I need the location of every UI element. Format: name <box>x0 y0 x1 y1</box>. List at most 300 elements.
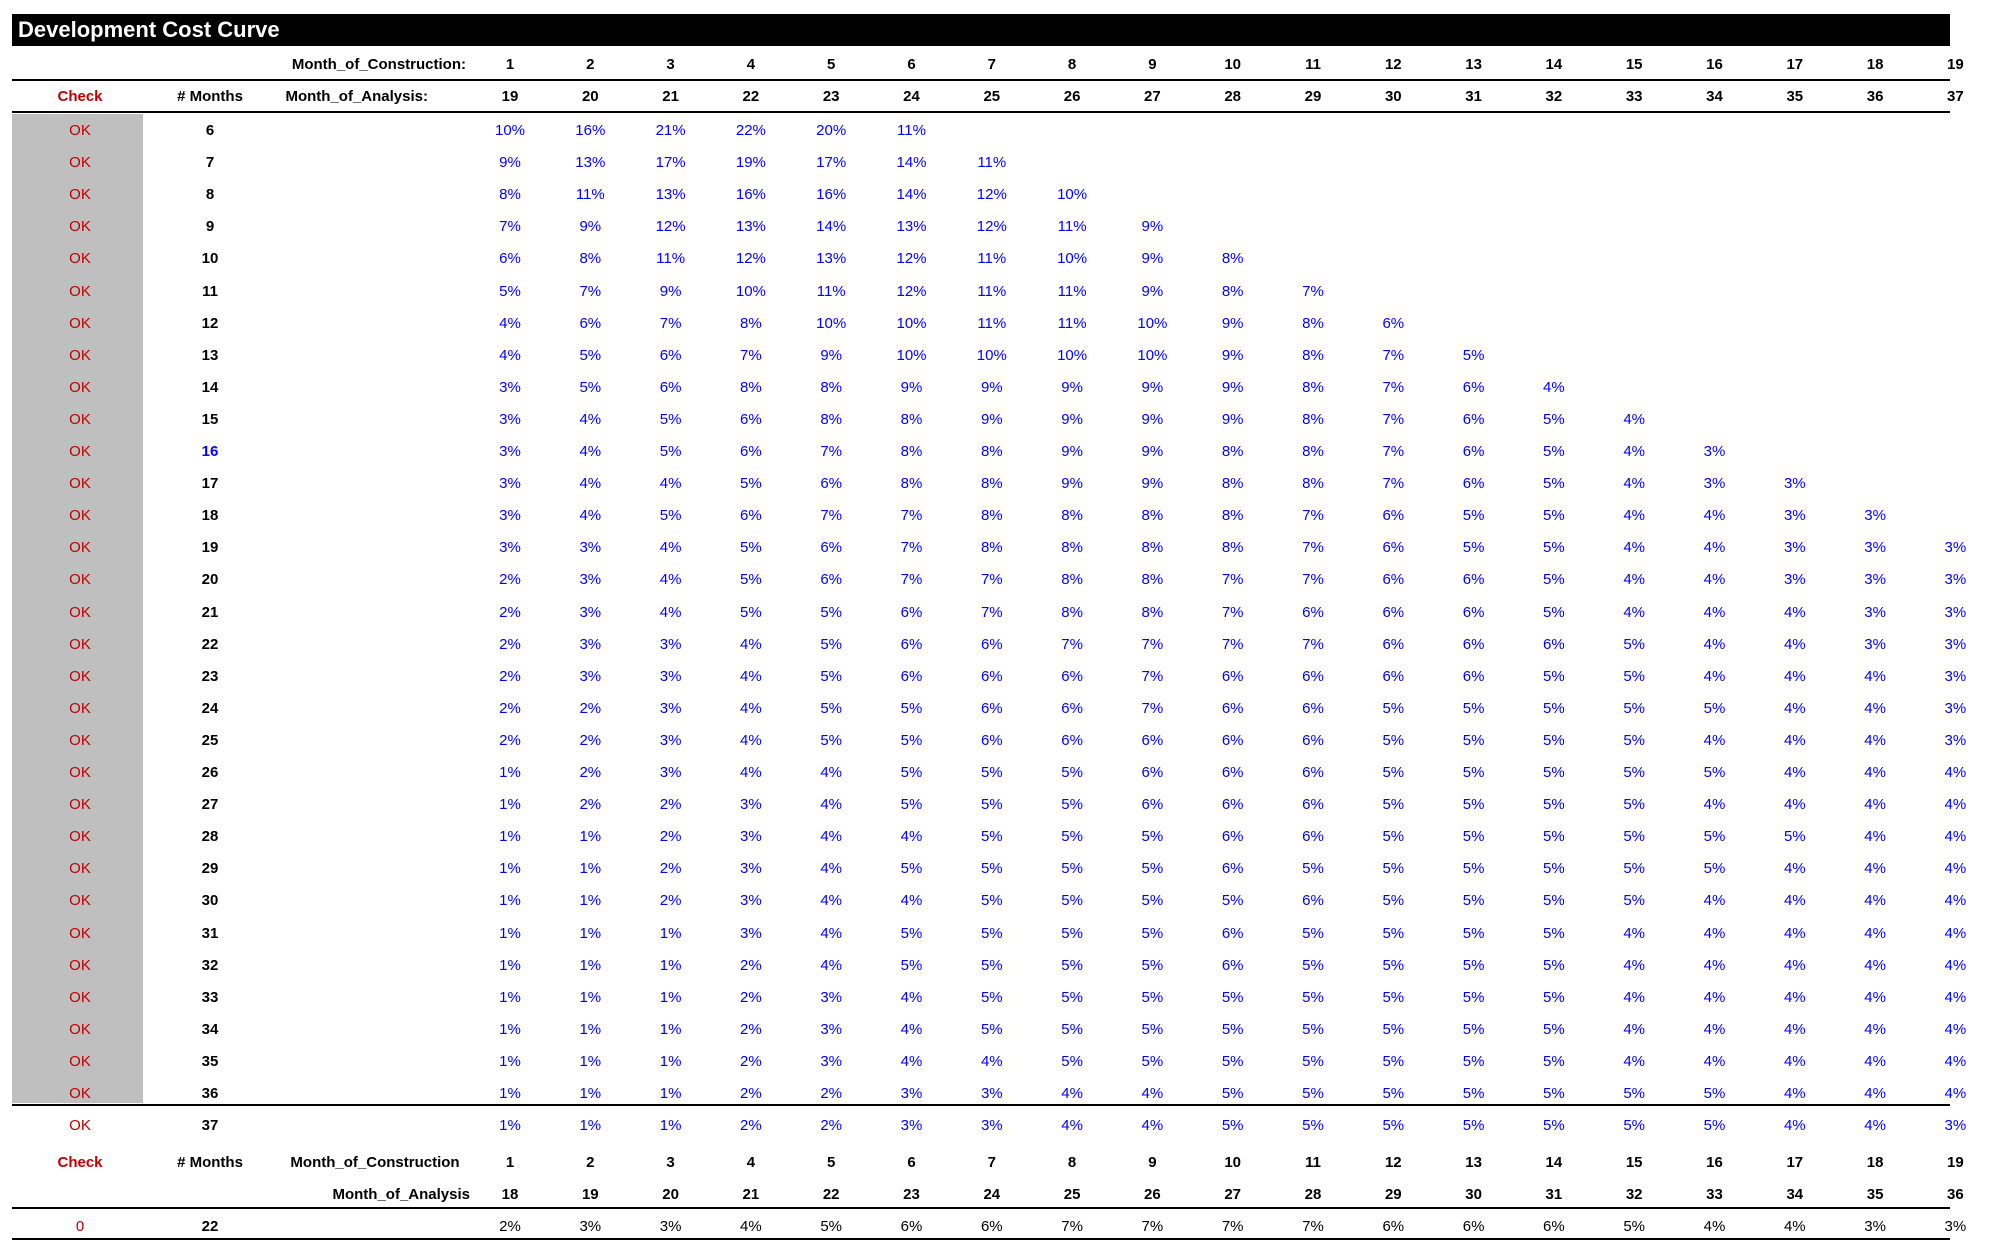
footer-construction-month: 16 <box>1706 1154 1723 1171</box>
curve-value-cell: 5% <box>1623 796 1646 814</box>
curve-value-cell: 4% <box>1623 956 1646 974</box>
curve-value-cell: 6% <box>1061 731 1083 749</box>
curve-value-cell: 6% <box>740 410 762 428</box>
curve-value-cell: 11% <box>977 154 1007 172</box>
curve-value-cell: 5% <box>1623 860 1646 878</box>
header-divider <box>12 79 1950 81</box>
curve-value-cell: 5% <box>1221 988 1244 1006</box>
row-month-count: 16 <box>201 443 219 460</box>
curve-value-cell: 6% <box>1141 796 1164 814</box>
curve-value-cell: 2% <box>740 1052 762 1070</box>
curve-value-cell: 10% <box>816 314 847 332</box>
curve-value-cell: 6% <box>1221 667 1244 685</box>
curve-value-cell: 9% <box>1141 378 1164 396</box>
curve-value-cell: 3% <box>980 1117 1003 1135</box>
curve-value-cell: 2% <box>659 828 682 846</box>
curve-value-cell: 4% <box>1141 1085 1164 1102</box>
curve-value-cell: 8% <box>1221 250 1244 268</box>
curve-value-cell: 5% <box>820 731 843 749</box>
result-check: 0 <box>75 1218 85 1235</box>
curve-value-cell: 4% <box>659 539 682 557</box>
row-check-status: OK <box>69 314 91 332</box>
curve-value-cell: 5% <box>1543 667 1565 685</box>
curve-value-cell: 5% <box>1543 1020 1565 1038</box>
row-check-status: OK <box>69 828 91 846</box>
row-check-status: OK <box>69 1020 91 1038</box>
curve-value-cell: 9% <box>1141 443 1164 460</box>
curve-value-cell: 4% <box>1703 635 1726 653</box>
construction-month-header: 10 <box>1224 56 1242 73</box>
curve-value-cell: 5% <box>1462 796 1485 814</box>
curve-value-cell: 5% <box>1543 443 1565 460</box>
curve-value-cell: 6% <box>1141 731 1164 749</box>
curve-value-cell: 8% <box>1141 507 1164 525</box>
footer-construction-month: 13 <box>1465 1154 1482 1171</box>
curve-value-cell: 4% <box>1703 603 1726 621</box>
analysis-month-header: 37 <box>1947 88 1964 105</box>
curve-value-cell: 5% <box>1382 1085 1405 1102</box>
curve-value-cell: 5% <box>980 956 1003 974</box>
result-value-cell: 6% <box>1382 1218 1405 1235</box>
curve-value-cell: 1% <box>659 1117 682 1135</box>
curve-value-cell: 8% <box>499 186 521 204</box>
curve-value-cell: 4% <box>1703 1052 1726 1070</box>
curve-value-cell: 6% <box>900 635 923 653</box>
curve-value-cell: 10% <box>735 282 766 300</box>
month-of-construction-label: Month_of_Construction: <box>291 56 466 73</box>
curve-value-cell: 6% <box>1462 603 1485 621</box>
construction-month-header: 2 <box>586 56 595 73</box>
curve-value-cell: 7% <box>579 282 602 300</box>
curve-value-cell: 5% <box>980 860 1003 878</box>
curve-value-cell: 5% <box>1221 1020 1244 1038</box>
curve-value-cell: 4% <box>820 892 843 910</box>
curve-value-cell: 5% <box>1302 1117 1324 1135</box>
curve-value-cell: 3% <box>499 410 521 428</box>
curve-value-cell: 6% <box>1462 378 1485 396</box>
curve-value-cell: 1% <box>499 892 521 910</box>
curve-value-cell: 5% <box>900 956 923 974</box>
curve-value-cell: 4% <box>1783 1020 1806 1038</box>
construction-month-header: 4 <box>746 56 756 73</box>
curve-value-cell: 5% <box>900 796 923 814</box>
footer-analysis-month: 36 <box>1947 1186 1964 1203</box>
curve-value-cell: 4% <box>900 988 923 1006</box>
curve-value-cell: 5% <box>1302 1052 1324 1070</box>
footer-construction-month: 7 <box>987 1154 996 1171</box>
curve-value-cell: 12% <box>896 282 927 300</box>
footer-analysis-month: 28 <box>1304 1186 1322 1203</box>
curve-value-cell: 4% <box>1864 796 1886 814</box>
curve-value-cell: 5% <box>1543 956 1565 974</box>
curve-value-cell: 4% <box>740 699 762 717</box>
footer-analysis-month: 33 <box>1706 1186 1723 1203</box>
curve-value-cell: 4% <box>740 731 762 749</box>
result-value-cell: 6% <box>1462 1218 1485 1235</box>
curve-value-cell: 2% <box>820 1085 843 1102</box>
curve-value-cell: 4% <box>1783 924 1806 942</box>
row-check-status: OK <box>69 635 91 653</box>
curve-value-cell: 11% <box>1057 218 1087 236</box>
curve-value-cell: 11% <box>977 282 1007 300</box>
curve-value-cell: 2% <box>579 764 602 781</box>
curve-value-cell: 17% <box>655 154 686 172</box>
curve-value-cell: 8% <box>1061 603 1083 621</box>
curve-value-cell: 6% <box>1221 699 1244 717</box>
footer-bottom-divider <box>12 1238 1950 1240</box>
curve-value-cell: 3% <box>740 828 762 846</box>
curve-value-cell: 1% <box>499 764 521 781</box>
curve-value-cell: 3% <box>1944 699 1967 717</box>
curve-value-cell: 5% <box>1302 988 1324 1006</box>
curve-value-cell: 4% <box>1864 1052 1886 1070</box>
footer-top-divider <box>12 1104 1950 1106</box>
curve-value-cell: 5% <box>1462 1020 1485 1038</box>
months-footer-header: # Months <box>177 1154 243 1171</box>
curve-value-cell: 8% <box>1302 378 1324 396</box>
curve-value-cell: 9% <box>1141 475 1164 493</box>
curve-value-cell: 8% <box>1302 410 1324 428</box>
curve-value-cell: 4% <box>1623 539 1646 557</box>
curve-value-cell: 3% <box>1944 667 1967 685</box>
footer-construction-month: 4 <box>746 1154 756 1171</box>
curve-value-cell: 7% <box>1221 603 1244 621</box>
curve-value-cell: 1% <box>579 1085 602 1102</box>
curve-value-cell: 1% <box>659 1085 682 1102</box>
curve-value-cell: 8% <box>980 475 1003 493</box>
footer-construction-month: 3 <box>666 1154 675 1171</box>
curve-value-cell: 5% <box>1141 892 1164 910</box>
curve-value-cell: 7% <box>900 571 923 589</box>
curve-value-cell: 3% <box>1944 539 1967 557</box>
footer-construction-month: 14 <box>1545 1154 1563 1171</box>
curve-value-cell: 2% <box>740 1085 762 1102</box>
row-check-status: OK <box>69 892 91 910</box>
curve-value-cell: 5% <box>1221 1052 1244 1070</box>
curve-value-cell: 6% <box>1302 699 1324 717</box>
result-value-cell: 3% <box>1944 1218 1967 1235</box>
curve-value-cell: 6% <box>1061 667 1083 685</box>
curve-value-cell: 4% <box>1944 892 1967 910</box>
row-month-count: 13 <box>201 346 219 364</box>
curve-value-cell: 4% <box>579 475 602 493</box>
curve-value-cell: 5% <box>1382 1117 1405 1135</box>
curve-value-cell: 8% <box>820 378 843 396</box>
curve-value-cell: 5% <box>659 507 682 525</box>
curve-value-cell: 7% <box>1302 507 1324 525</box>
curve-value-cell: 1% <box>579 1020 602 1038</box>
month-of-construction-footer-label: Month_of_Construction <box>290 1154 460 1171</box>
curve-value-cell: 5% <box>1543 796 1565 814</box>
curve-value-cell: 5% <box>1141 860 1164 878</box>
curve-value-cell: 4% <box>740 667 762 685</box>
curve-value-cell: 10% <box>1057 250 1088 268</box>
curve-value-cell: 6% <box>1221 731 1244 749</box>
curve-value-cell: 5% <box>1462 539 1485 557</box>
row-month-count: 11 <box>202 282 218 300</box>
curve-value-cell: 6% <box>900 667 923 685</box>
curve-value-cell: 3% <box>1944 603 1967 621</box>
curve-value-cell: 4% <box>1864 828 1886 846</box>
curve-value-cell: 5% <box>1703 860 1726 878</box>
curve-value-cell: 12% <box>896 250 927 268</box>
curve-value-cell: 8% <box>1061 571 1083 589</box>
analysis-month-header: 31 <box>1465 88 1482 105</box>
curve-value-cell: 8% <box>820 410 843 428</box>
construction-month-header: 8 <box>1067 56 1077 73</box>
curve-value-cell: 5% <box>1302 860 1324 878</box>
curve-value-cell: 4% <box>1944 1085 1967 1102</box>
curve-value-cell: 4% <box>499 346 521 364</box>
curve-value-cell: 7% <box>1221 635 1244 653</box>
row-check-status: OK <box>69 507 91 525</box>
curve-value-cell: 5% <box>1543 764 1565 781</box>
curve-value-cell: 8% <box>1141 571 1164 589</box>
curve-value-cell: 4% <box>900 1052 923 1070</box>
curve-value-cell: 5% <box>659 443 682 460</box>
curve-value-cell: 2% <box>740 1117 762 1135</box>
curve-value-cell: 5% <box>1543 860 1565 878</box>
curve-value-cell: 8% <box>900 410 923 428</box>
curve-value-cell: 4% <box>1944 924 1967 942</box>
curve-value-cell: 5% <box>740 539 762 557</box>
curve-value-cell: 6% <box>980 731 1003 749</box>
curve-value-cell: 3% <box>659 635 682 653</box>
curve-value-cell: 4% <box>1623 507 1646 525</box>
curve-value-cell: 3% <box>499 443 521 460</box>
curve-value-cell: 1% <box>499 1052 521 1070</box>
curve-value-cell: 3% <box>1864 571 1886 589</box>
curve-value-cell: 5% <box>1462 860 1485 878</box>
curve-value-cell: 8% <box>740 314 762 332</box>
construction-month-header: 17 <box>1786 56 1804 73</box>
curve-value-cell: 3% <box>740 892 762 910</box>
curve-value-cell: 8% <box>1302 346 1324 364</box>
curve-value-cell: 5% <box>820 699 843 717</box>
analysis-month-header: 19 <box>501 88 519 105</box>
curve-value-cell: 6% <box>1221 828 1244 846</box>
curve-value-cell: 9% <box>1061 410 1083 428</box>
curve-value-cell: 8% <box>1221 282 1244 300</box>
curve-value-cell: 5% <box>1623 731 1646 749</box>
curve-value-cell: 12% <box>655 218 686 236</box>
curve-value-cell: 5% <box>1302 924 1324 942</box>
curve-value-cell: 8% <box>1221 539 1244 557</box>
curve-value-cell: 2% <box>579 699 602 717</box>
curve-value-cell: 5% <box>980 924 1003 942</box>
curve-value-cell: 16% <box>575 122 606 139</box>
curve-value-cell: 5% <box>1061 956 1083 974</box>
curve-value-cell: 5% <box>1543 699 1565 717</box>
construction-month-header: 11 <box>1305 56 1321 73</box>
curve-value-cell: 4% <box>1783 635 1806 653</box>
curve-value-cell: 4% <box>820 860 843 878</box>
curve-value-cell: 5% <box>1543 475 1565 493</box>
footer-construction-month: 1 <box>505 1154 515 1171</box>
curve-value-cell: 6% <box>1462 410 1485 428</box>
curve-value-cell: 5% <box>900 924 923 942</box>
curve-value-cell: 5% <box>1462 346 1485 364</box>
curve-value-cell: 5% <box>1623 1117 1646 1135</box>
curve-value-cell: 5% <box>1543 1052 1565 1070</box>
curve-value-cell: 5% <box>1703 1117 1726 1135</box>
construction-month-header: 3 <box>666 56 675 73</box>
analysis-month-header: 27 <box>1144 88 1161 105</box>
curve-value-cell: 5% <box>579 378 602 396</box>
curve-value-cell: 5% <box>1462 731 1485 749</box>
curve-value-cell: 5% <box>740 475 762 493</box>
result-value-cell: 4% <box>740 1218 762 1235</box>
curve-value-cell: 9% <box>980 410 1003 428</box>
curve-value-cell: 22% <box>735 122 766 139</box>
curve-value-cell: 4% <box>1944 956 1967 974</box>
curve-value-cell: 5% <box>1543 892 1565 910</box>
curve-value-cell: 4% <box>659 603 682 621</box>
curve-value-cell: 6% <box>659 378 682 396</box>
curve-value-cell: 7% <box>1221 571 1244 589</box>
curve-value-cell: 4% <box>1623 475 1646 493</box>
curve-value-cell: 4% <box>1623 924 1646 942</box>
curve-value-cell: 7% <box>900 539 923 557</box>
curve-value-cell: 21% <box>655 122 686 139</box>
curve-value-cell: 9% <box>1221 378 1244 396</box>
curve-value-cell: 1% <box>579 924 602 942</box>
curve-value-cell: 5% <box>1382 731 1405 749</box>
curve-value-cell: 3% <box>579 539 602 557</box>
curve-value-cell: 4% <box>1864 699 1886 717</box>
curve-value-cell: 5% <box>1462 956 1485 974</box>
curve-value-cell: 6% <box>1302 731 1324 749</box>
curve-value-cell: 5% <box>1221 1117 1244 1135</box>
construction-month-header: 16 <box>1706 56 1723 73</box>
construction-month-header: 9 <box>1148 56 1157 73</box>
curve-value-cell: 5% <box>1543 571 1565 589</box>
curve-value-cell: 10% <box>896 314 927 332</box>
curve-value-cell: 9% <box>1141 218 1164 236</box>
curve-value-cell: 6% <box>1382 539 1405 557</box>
curve-value-cell: 9% <box>1061 475 1083 493</box>
curve-value-cell: 13% <box>575 154 606 172</box>
curve-value-cell: 6% <box>820 475 843 493</box>
curve-value-cell: 4% <box>1703 539 1726 557</box>
row-month-count: 6 <box>205 122 215 139</box>
curve-value-cell: 5% <box>1543 410 1565 428</box>
curve-value-cell: 5% <box>1703 1085 1726 1102</box>
curve-value-cell: 7% <box>1302 635 1324 653</box>
curve-value-cell: 3% <box>1944 731 1967 749</box>
curve-value-cell: 1% <box>499 796 521 814</box>
curve-value-cell: 5% <box>900 699 923 717</box>
curve-value-cell: 5% <box>1543 603 1565 621</box>
row-check-status: OK <box>69 699 91 717</box>
curve-value-cell: 4% <box>1944 764 1967 781</box>
curve-value-cell: 5% <box>1061 1020 1083 1038</box>
curve-value-cell: 5% <box>740 571 762 589</box>
curve-value-cell: 4% <box>1703 507 1726 525</box>
curve-value-cell: 8% <box>1302 475 1324 493</box>
curve-value-cell: 3% <box>659 764 682 781</box>
curve-value-cell: 8% <box>740 378 762 396</box>
curve-value-cell: 14% <box>896 154 927 172</box>
curve-value-cell: 10% <box>1057 346 1088 364</box>
footer-construction-month: 11 <box>1305 1154 1321 1171</box>
curve-value-cell: 1% <box>579 892 602 910</box>
result-value-cell: 7% <box>1302 1218 1324 1235</box>
curve-value-cell: 5% <box>1061 860 1083 878</box>
row-month-count: 32 <box>201 956 219 974</box>
curve-value-cell: 4% <box>579 443 602 460</box>
row-month-count: 21 <box>201 603 219 621</box>
month-of-analysis-footer-label: Month_of_Analysis <box>332 1186 470 1203</box>
curve-value-cell: 4% <box>1944 1052 1967 1070</box>
curve-value-cell: 4% <box>1864 892 1886 910</box>
curve-value-cell: 1% <box>499 924 521 942</box>
curve-value-cell: 3% <box>499 539 521 557</box>
curve-value-cell: 5% <box>1302 1085 1324 1102</box>
curve-value-cell: 4% <box>1783 860 1806 878</box>
curve-value-cell: 5% <box>1302 1020 1324 1038</box>
curve-value-cell: 8% <box>1221 507 1244 525</box>
row-check-status: OK <box>69 410 91 428</box>
row-check-status: OK <box>69 667 91 685</box>
curve-value-cell: 5% <box>1061 764 1083 781</box>
analysis-month-header: 24 <box>903 88 920 105</box>
curve-value-cell: 3% <box>820 988 843 1006</box>
curve-value-cell: 4% <box>1703 956 1726 974</box>
curve-value-cell: 6% <box>1382 635 1405 653</box>
curve-value-cell: 5% <box>1382 1052 1405 1070</box>
footer-analysis-month: 23 <box>903 1186 920 1203</box>
curve-value-cell: 5% <box>1141 956 1164 974</box>
curve-value-cell: 4% <box>1623 1020 1646 1038</box>
footer-analysis-month: 26 <box>1144 1186 1161 1203</box>
row-month-count: 25 <box>201 731 219 749</box>
curve-value-cell: 4% <box>1944 860 1967 878</box>
row-month-count: 37 <box>201 1117 219 1135</box>
curve-value-cell: 5% <box>980 988 1003 1006</box>
curve-value-cell: 5% <box>980 828 1003 846</box>
curve-value-cell: 5% <box>1462 828 1485 846</box>
curve-value-cell: 5% <box>1703 764 1726 781</box>
curve-value-cell: 3% <box>659 699 682 717</box>
footer-construction-month: 18 <box>1866 1154 1884 1171</box>
curve-value-cell: 4% <box>820 828 843 846</box>
curve-value-cell: 7% <box>1061 635 1083 653</box>
curve-value-cell: 6% <box>1382 603 1405 621</box>
curve-value-cell: 2% <box>659 860 682 878</box>
curve-value-cell: 6% <box>579 314 602 332</box>
curve-value-cell: 3% <box>659 667 682 685</box>
curve-value-cell: 4% <box>820 764 843 781</box>
curve-value-cell: 4% <box>1543 378 1565 396</box>
row-check-status: OK <box>69 539 91 557</box>
curve-value-cell: 14% <box>816 218 847 236</box>
row-check-status: OK <box>69 250 91 268</box>
curve-value-cell: 6% <box>1462 475 1485 493</box>
row-check-status: OK <box>69 186 91 204</box>
row-check-status: OK <box>69 475 91 493</box>
curve-value-cell: 8% <box>980 539 1003 557</box>
curve-value-cell: 3% <box>1944 1117 1967 1135</box>
curve-value-cell: 6% <box>1382 507 1405 525</box>
analysis-month-header: 20 <box>581 88 599 105</box>
result-value-cell: 4% <box>1783 1218 1806 1235</box>
curve-value-cell: 2% <box>579 796 602 814</box>
curve-value-cell: 4% <box>1783 956 1806 974</box>
footer-analysis-month: 34 <box>1786 1186 1804 1203</box>
curve-value-cell: 5% <box>1382 796 1405 814</box>
curve-value-cell: 5% <box>1462 924 1485 942</box>
